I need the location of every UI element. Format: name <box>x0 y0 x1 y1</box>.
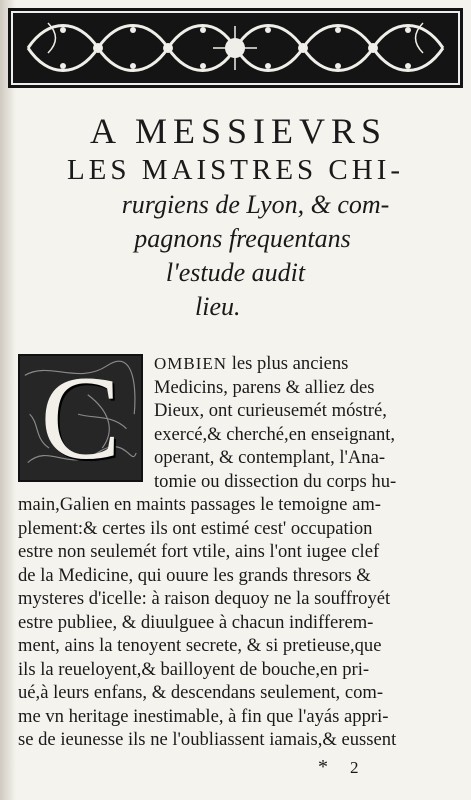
dedication-heading <box>0 110 471 324</box>
floral-headpiece-icon <box>8 8 463 88</box>
footnote-star: * <box>318 756 328 778</box>
heading-line-1: A MESSIEVRS <box>89 111 388 151</box>
body-paragraph <box>18 352 464 752</box>
text-line: ils la reueloyent,& bailloyent de bouche,en pri- <box>18 658 370 680</box>
text-line: me vn heritage inestimable, à fin que l'ayás appri- <box>18 705 389 727</box>
text-line: main,Galien en maints passages le temoigne am- <box>18 494 381 515</box>
heading-line-4: pagnons frequentans <box>134 224 351 253</box>
text-line: plement:& certes ils ont estimé cest' occupation <box>18 517 373 539</box>
text-line: tomie ou dissection du corps hu- <box>154 470 397 492</box>
heading-line-5: l'estude audit <box>165 258 306 287</box>
signature-mark: 2 <box>350 758 359 777</box>
initial-letter: C <box>40 351 121 484</box>
text-line: se de ieunesse ils ne l'oubliassent iamais,& eussent <box>18 729 397 750</box>
text-line: OMBIEN les plus anciens <box>154 353 349 374</box>
text-line: mysteres d'icelle: à raison dequoy ne la souffroyét <box>18 588 391 609</box>
text-line: ment, ains la tenoyent secrete, & si pretieuse,que <box>18 635 382 656</box>
heading-line-6: lieu. <box>195 292 241 321</box>
text-line: estre publiee, & diuulguee à chacun indifferem- <box>18 611 374 633</box>
text-line: estre non seulemét fort vtile, ains l'ont iugee clef <box>18 541 380 562</box>
heading-line-3: rurgiens de Lyon, & com- <box>121 190 390 219</box>
text-line: ué,à leurs enfans, & descendans seulement, com- <box>18 682 384 703</box>
text-line: Dieux, ont curieusemét móstré, <box>154 400 387 421</box>
text-line: Medicins, parens & alliez des <box>154 376 375 398</box>
text-line: exercé,& cherché,en enseignant, <box>154 423 396 445</box>
heading-line-2: LES MAISTRES CHI- <box>66 154 405 186</box>
text-line: operant, & contemplant, l'Ana- <box>154 447 386 468</box>
lead-caps: OMBIEN <box>154 354 228 373</box>
text-line: de la Medicine, qui ouure les grands thresors & <box>18 564 371 586</box>
